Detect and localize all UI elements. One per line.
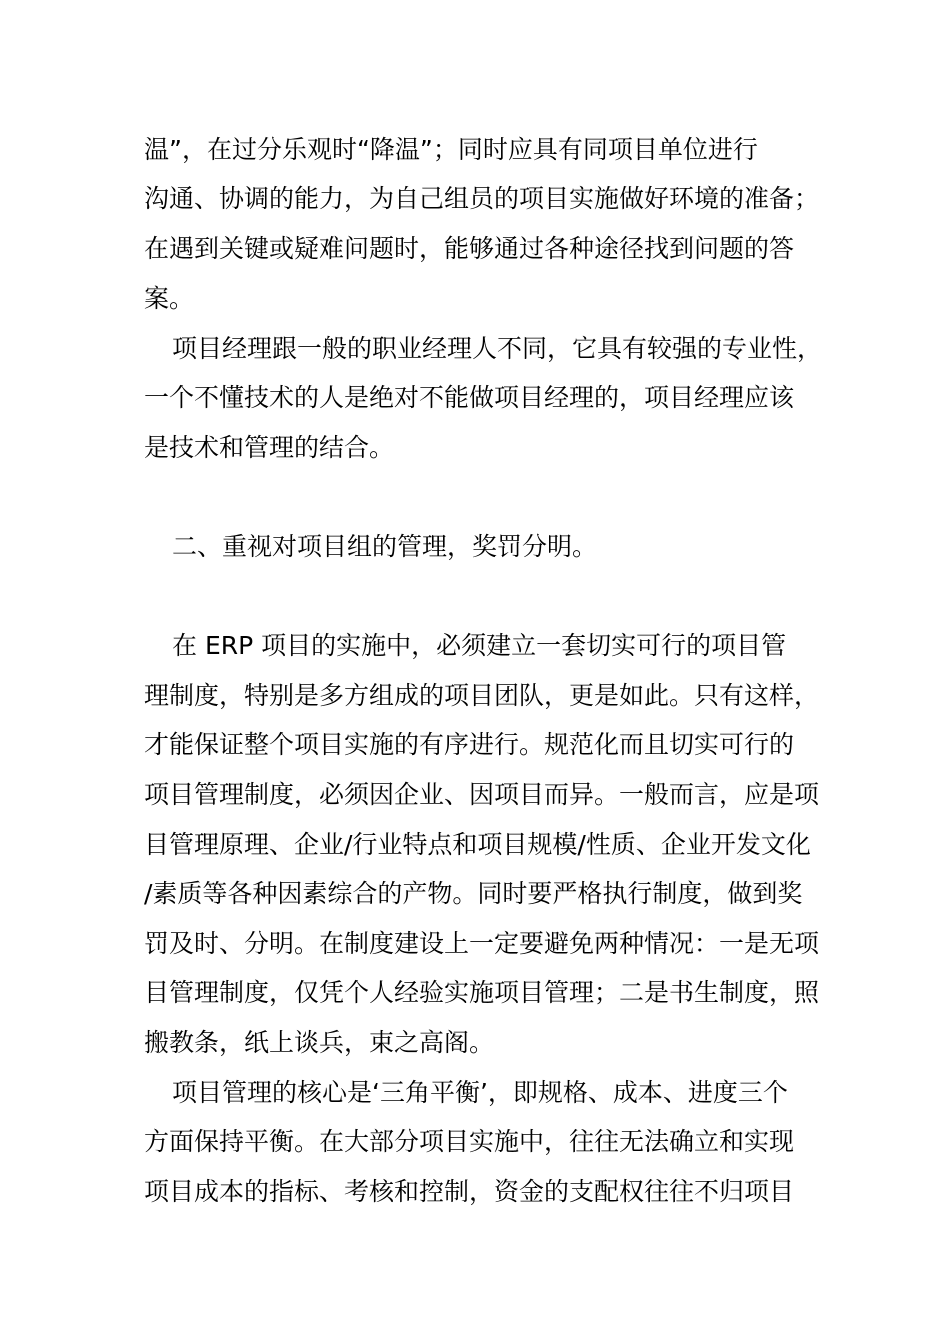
- text-line: 一个不懂技术的人是绝对不能做项目经理的，项目经理应该: [144, 383, 795, 412]
- section-heading: 二、重视对项目组的管理，奖罚分明。: [172, 532, 598, 561]
- text-line: 项目成本的指标、考核和控制，资金的支配权往往不归项目: [144, 1177, 795, 1206]
- text-line: 目管理制度，仅凭个人经验实施项目管理；二是书生制度，照: [144, 978, 820, 1007]
- text-line: 项目管理的核心是‘三角平衡’，即规格、成本、进度三个: [172, 1078, 788, 1107]
- text-line: 温”，在过分乐观时“降温”；同时应具有同项目单位进行: [144, 135, 758, 164]
- text-line: 理制度，特别是多方组成的项目团队，更是如此。只有这样，: [144, 681, 820, 710]
- text-line: 罚及时、分明。在制度建设上一定要避免两种情况：一是无项: [144, 929, 820, 958]
- text-line: 在 ERP 项目的实施中，必须建立一套切实可行的项目管: [172, 631, 787, 660]
- text-line: 才能保证整个项目实施的有序进行。规范化而且切实可行的: [144, 730, 795, 759]
- text-line: 案。: [144, 284, 195, 313]
- text-line: 目管理原理、企业/行业特点和项目规模/性质、企业开发文化: [144, 830, 811, 859]
- text-line: 搬教条，纸上谈兵，束之高阁。: [144, 1028, 495, 1057]
- text-line: 项目经理跟一般的职业经理人不同，它具有较强的专业性，: [172, 334, 823, 363]
- text-line: 在遇到关键或疑难问题时，能够通过各种途径找到问题的答: [144, 234, 795, 263]
- text-line: /素质等各种因素综合的产物。同时要严格执行制度，做到奖: [144, 879, 803, 908]
- text-line: 项目管理制度，必须因企业、因项目而异。一般而言，应是项: [144, 780, 820, 809]
- text-line: 是技术和管理的结合。: [144, 433, 395, 462]
- text-line: 方面保持平衡。在大部分项目实施中，往往无法确立和实现: [144, 1127, 795, 1156]
- text-line: 沟通、协调的能力，为自己组员的项目实施做好环境的准备；: [144, 184, 820, 213]
